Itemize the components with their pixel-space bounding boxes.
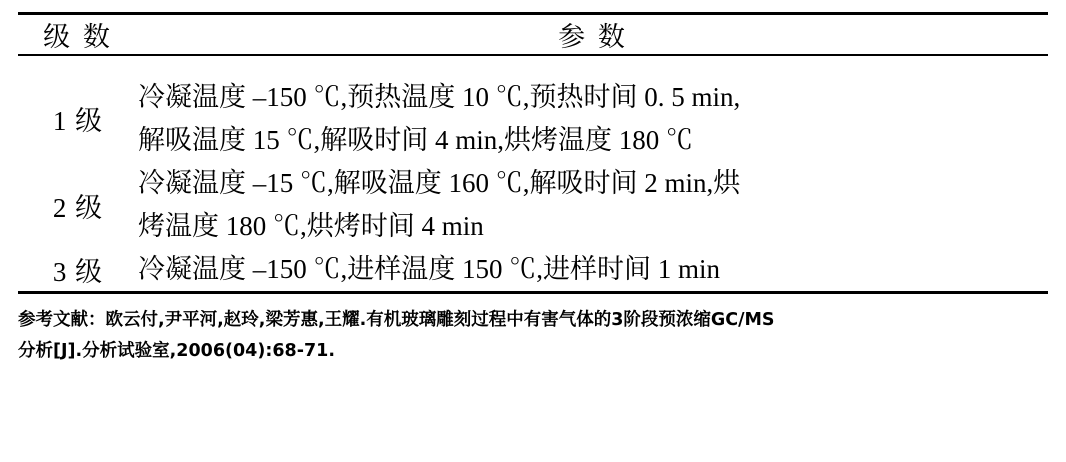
table-header — [18, 15, 1048, 54]
table-row — [18, 162, 1048, 248]
column-header-param: 参 数 — [558, 22, 628, 52]
cell-param — [138, 162, 1048, 248]
cell-param — [138, 248, 1048, 291]
table-row — [18, 248, 1048, 291]
param-line: 冷凝温度 –150 ℃,预热温度 10 ℃,预热时间 0. 5 min, — [138, 81, 741, 112]
parameters-table — [18, 15, 1048, 54]
reference-line-2: 分析[J].分析试验室,2006(04):68-71. — [18, 341, 335, 362]
document-page — [0, 12, 1066, 462]
cell-param — [138, 56, 1048, 162]
reference-line-1: 参考文献：欧云付,尹平河,赵玲,梁芳惠,王耀.有机玻璃雕刻过程中有害气体的3阶段预浓缩GC/MS — [18, 310, 775, 331]
param-line: 解吸温度 15 ℃,解吸时间 4 min,烘烤温度 180 ℃ — [138, 124, 694, 155]
param-line: 冷凝温度 –15 ℃,解吸温度 160 ℃,解吸时间 2 min,烘 — [138, 167, 741, 198]
cell-level: 1 级 — [52, 106, 104, 137]
column-header-level: 级 数 — [43, 22, 113, 52]
table-row — [18, 56, 1048, 162]
cell-level: 2 级 — [52, 192, 104, 223]
parameters-table-body — [18, 56, 1048, 292]
param-line: 冷凝温度 –150 ℃,进样温度 150 ℃,进样时间 1 min — [138, 254, 721, 285]
param-line: 烤温度 180 ℃,烘烤时间 4 min — [138, 211, 484, 242]
references-block — [18, 294, 1048, 366]
table-header-row — [18, 15, 1048, 54]
cell-level: 3 级 — [52, 257, 104, 288]
